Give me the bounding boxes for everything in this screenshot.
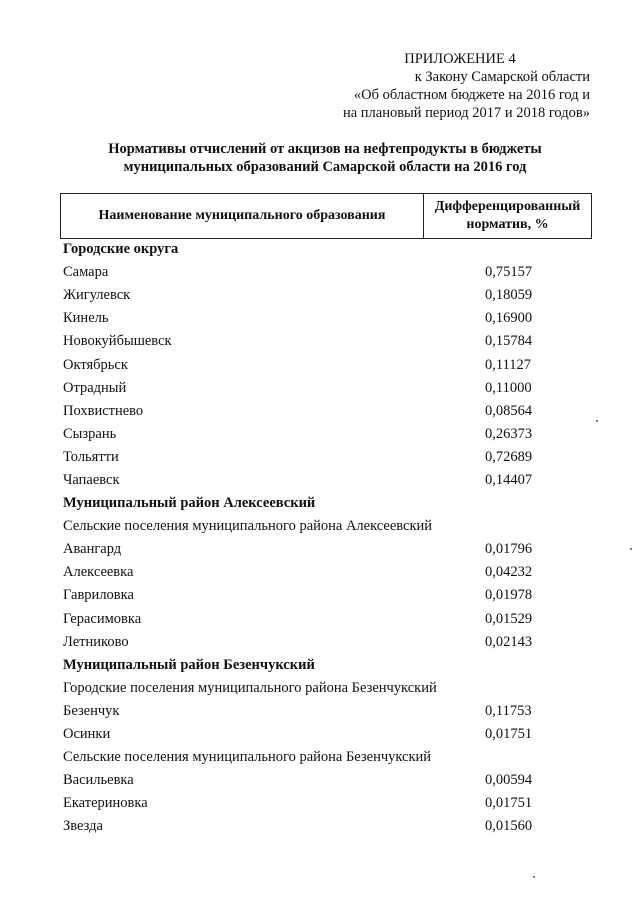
- header-name-column: Наименование муниципального образования: [61, 194, 424, 238]
- appendix-law-title-1: «Об областном бюджете на 2016 год и: [353, 87, 590, 103]
- table-body: [63, 238, 592, 838]
- table-row: [63, 792, 592, 815]
- appendix-law-title-2: на плановый период 2017 и 2018 годов»: [342, 105, 590, 121]
- row-name: Екатериновка: [63, 795, 148, 812]
- scan-speck: [630, 548, 632, 550]
- table-row: [63, 353, 592, 376]
- table-row: [63, 446, 592, 469]
- row-value: 0,14407: [485, 471, 533, 488]
- header-value-line-2: норматив, %: [466, 217, 549, 232]
- table-row: [63, 561, 592, 584]
- appendix-law: к Закону Самарской области: [414, 69, 590, 85]
- row-name: Осинки: [63, 726, 111, 743]
- row-value: 0,01751: [485, 795, 533, 812]
- table-row: [63, 538, 592, 561]
- row-name: Городские поселения муниципального района Безенчукский: [63, 679, 437, 696]
- table-row: [63, 330, 592, 353]
- row-value: 0,01796: [485, 541, 533, 558]
- row-name: Кинель: [63, 310, 109, 327]
- table-row: [63, 377, 592, 400]
- scan-speck: [533, 876, 535, 878]
- row-name: Жигулевск: [63, 287, 131, 304]
- row-name: Чапаевск: [63, 471, 120, 488]
- row-value: 0,18059: [485, 287, 533, 304]
- row-name: Звезда: [63, 818, 103, 835]
- row-value: 0,16900: [485, 310, 533, 327]
- row-value: 0,01529: [485, 610, 533, 627]
- header-value-line-1: Дифференцированный: [434, 199, 581, 214]
- row-name: Гавриловка: [63, 587, 134, 604]
- row-name: Сызрань: [63, 425, 117, 442]
- row-value: 0,08564: [485, 402, 533, 419]
- row-value: 0,01560: [485, 818, 533, 835]
- table-row: [63, 400, 592, 423]
- row-name: Городские округа: [63, 241, 179, 258]
- row-value: 0,11127: [485, 356, 532, 373]
- table-row: [63, 261, 592, 284]
- row-name: Октябрьск: [63, 356, 128, 373]
- table-row: [63, 584, 592, 607]
- appendix-number: ПРИЛОЖЕНИЕ 4: [404, 51, 516, 67]
- table-group-row: [63, 654, 592, 677]
- row-value: 0,75157: [485, 264, 533, 281]
- table-row: [63, 723, 592, 746]
- row-name: Самара: [63, 264, 109, 281]
- document-title: [60, 140, 590, 176]
- row-name: Новокуйбышевск: [63, 333, 172, 350]
- row-value: 0,00594: [485, 772, 533, 789]
- row-value: 0,26373: [485, 425, 533, 442]
- row-name: Летниково: [63, 633, 129, 650]
- document-title-line-1: Нормативы отчислений от акцизов на нефтепродукты в бюджеты: [108, 141, 542, 157]
- table-row: [63, 284, 592, 307]
- table-row: [63, 608, 592, 631]
- row-name: Безенчук: [63, 702, 120, 719]
- table-group-row: [63, 492, 592, 515]
- row-name: Тольятти: [63, 448, 119, 465]
- row-name: Алексеевка: [63, 564, 134, 581]
- row-value: 0,01751: [485, 726, 533, 743]
- row-value: 0,04232: [485, 564, 533, 581]
- document-title-line-2: муниципальных образований Самарской области на 2016 год: [123, 159, 527, 175]
- row-value: 0,11753: [485, 702, 532, 719]
- row-name: Отрадный: [63, 379, 127, 396]
- table-subgroup-row: [63, 515, 592, 538]
- row-name: Васильевка: [63, 772, 134, 789]
- table-row: [63, 815, 592, 838]
- row-value: 0,01978: [485, 587, 533, 604]
- table-row: [63, 769, 592, 792]
- table-row: [63, 631, 592, 654]
- table-subgroup-row: [63, 746, 592, 769]
- row-name: Авангард: [63, 541, 122, 558]
- row-name: Герасимовка: [63, 610, 142, 627]
- row-value: 0,72689: [485, 448, 533, 465]
- appendix-header: [270, 50, 590, 122]
- table-row: [63, 700, 592, 723]
- row-value: 0,11000: [485, 379, 532, 396]
- table-row: [63, 469, 592, 492]
- table-group-row: [63, 238, 592, 261]
- table-header: [60, 193, 592, 239]
- table-row: [63, 423, 592, 446]
- row-name: Муниципальный район Алексеевский: [63, 495, 316, 512]
- row-name: Сельские поселения муниципального района Алексеевский: [63, 518, 433, 535]
- table-subgroup-row: [63, 677, 592, 700]
- row-name: Похвистнево: [63, 402, 144, 419]
- row-name: Сельские поселения муниципального района Безенчукский: [63, 749, 432, 766]
- row-name: Муниципальный район Безенчукский: [63, 656, 315, 673]
- header-value-column: [424, 194, 591, 238]
- row-value: 0,02143: [485, 633, 533, 650]
- scan-speck: [596, 420, 598, 422]
- row-value: 0,15784: [485, 333, 533, 350]
- table-row: [63, 307, 592, 330]
